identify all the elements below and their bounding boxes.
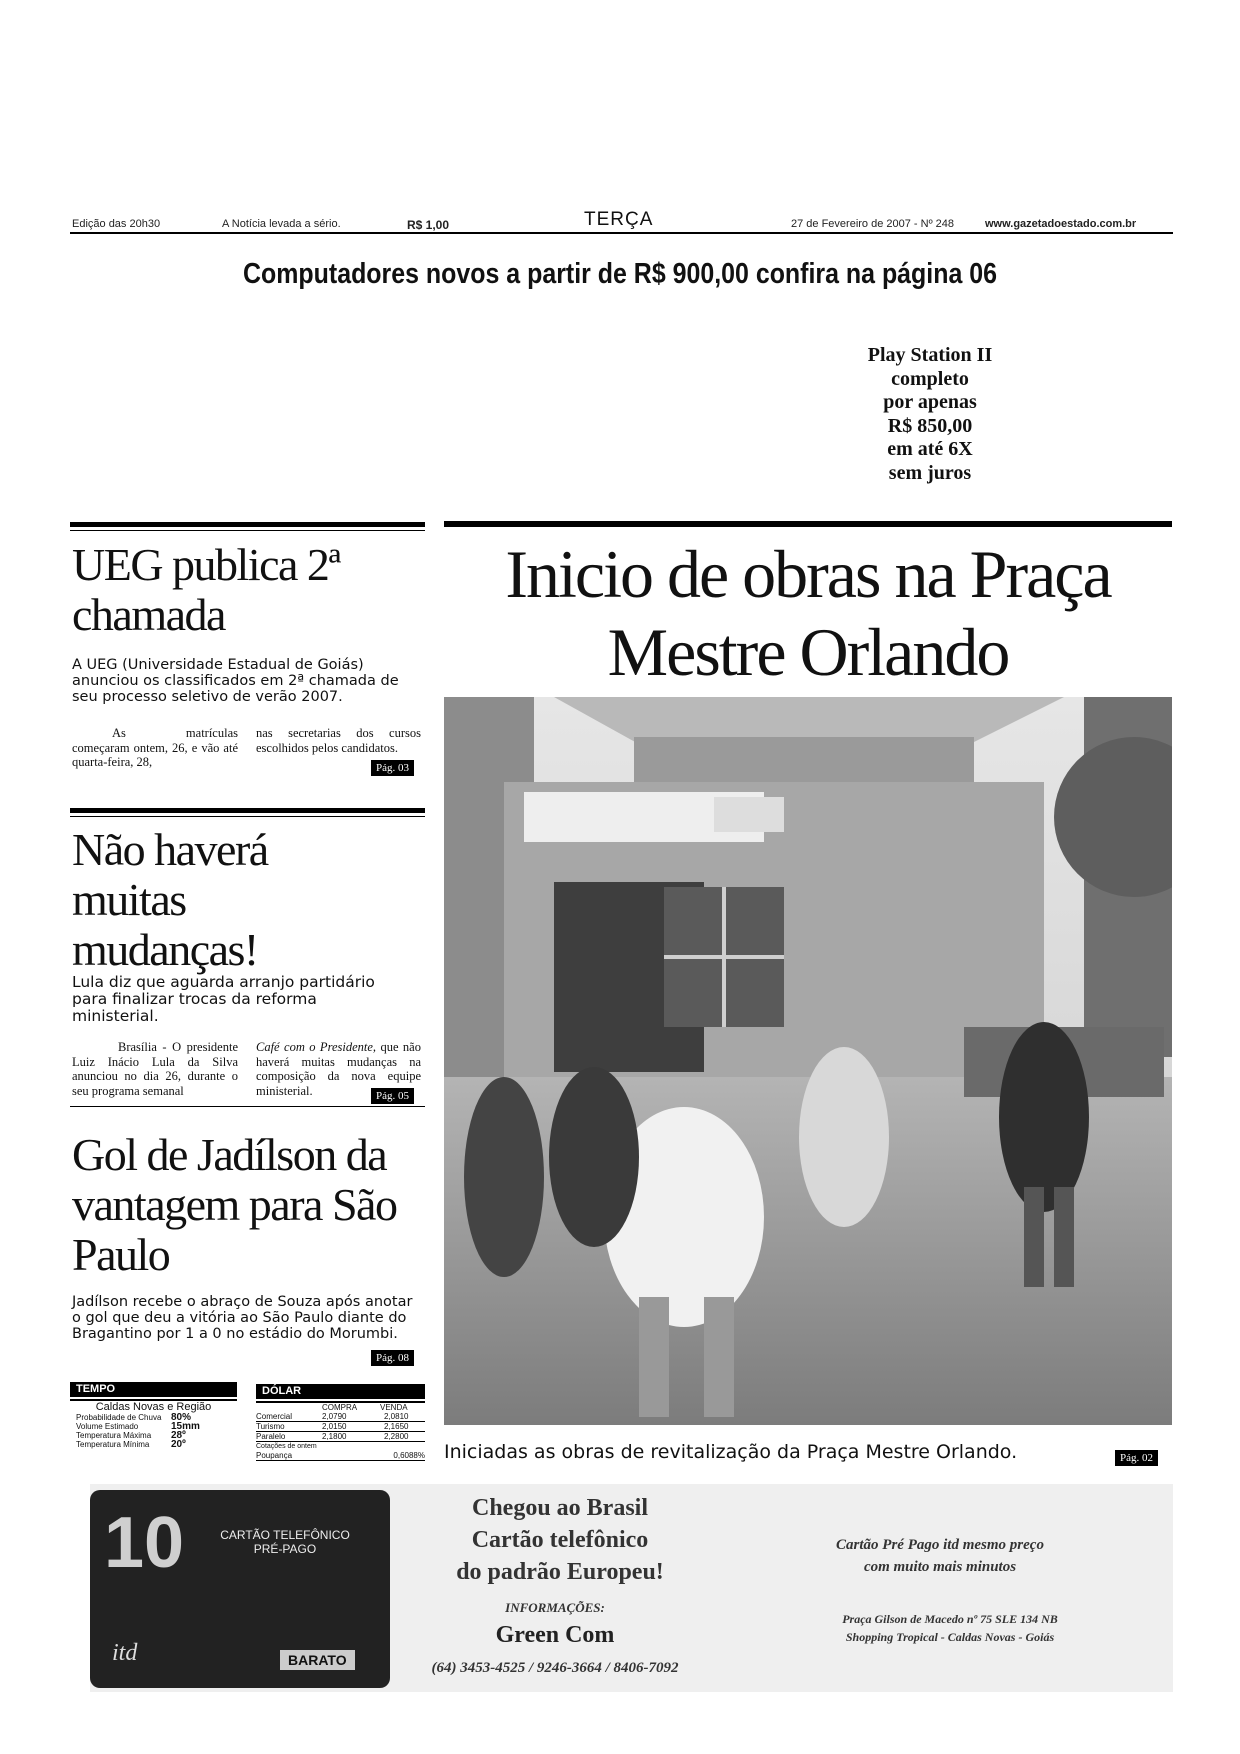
playstation-ad <box>820 344 1040 485</box>
card-title: CARTÃO TELEFÔNICO PRÉ-PAGO <box>220 1528 350 1556</box>
dollar-box <box>256 1384 425 1461</box>
page-ref-main[interactable]: Pág. 02 <box>1115 1450 1158 1466</box>
rule <box>70 808 425 813</box>
weather-header: TEMPO <box>70 1382 237 1397</box>
main-headline: Inicio de obras na Praça Mestre Orlando <box>505 536 1111 690</box>
phonecard-image <box>90 1490 390 1688</box>
card-brand: itd <box>112 1640 138 1666</box>
masthead-rule <box>70 232 1173 234</box>
weather-box <box>70 1382 237 1449</box>
ps-line: em até 6X <box>887 438 973 460</box>
weather-row: Temperatura Mínima 20º <box>76 1439 186 1450</box>
ad-info-label: INFORMAÇÕES: <box>505 1600 605 1615</box>
savings-row: Poupança 0,6088% <box>256 1451 425 1460</box>
gol-lead: Jadílson recebe o abraço de Souza após anotar o gol que deu a vitória ao São Paulo diante do Bragantino por 1 a 0 no estádio do Morumbi. <box>72 1294 413 1342</box>
photo-caption: Iniciadas as obras de revitalização da Praça Mestre Orlando. <box>444 1441 1018 1463</box>
dollar-row: Turismo 2,0150 2,1650 <box>256 1422 425 1432</box>
lula-col2-text: que não haverá muitas mudanças na composição da nova equipe ministerial. <box>256 1040 421 1098</box>
weekday: TERÇA <box>584 209 654 230</box>
date-issue: 27 de Fevereiro de 2007 - Nº 248 <box>791 218 955 230</box>
ueg-col1: As matrículas começaram ontem, 26, e vão até quarta-feira, 28, <box>72 726 238 769</box>
ad-phones: (64) 3453-4525 / 9246-3664 / 8406-7092 <box>431 1660 679 1676</box>
lula-headline: Não haverá muitas mudanças! <box>72 824 268 975</box>
main-photo <box>444 697 1172 1425</box>
program-name: Café com o Presidente, <box>256 1040 377 1054</box>
page-ref-lula[interactable]: Pág. 05 <box>371 1088 414 1104</box>
ad-address: Praça Gilson de Macedo nº 75 SLE 134 NB Shopping Tropical - Caldas Novas - Goiás <box>842 1612 1058 1644</box>
page-ref-gol[interactable]: Pág. 08 <box>371 1350 414 1366</box>
weather-row: Probabilidade de Chuva 80% <box>76 1412 192 1423</box>
ueg-headline: UEG publica 2ª chamada <box>72 539 340 640</box>
ps-line: R$ 850,00 <box>887 414 973 437</box>
slogan: A Notícia levada a sério. <box>222 218 341 230</box>
weather-region: Caldas Novas e Região <box>95 1401 212 1413</box>
ad-headline: Chegou ao Brasil Cartão telefônico do padrão Europeu! <box>456 1495 664 1585</box>
lula-lead: Lula diz que aguarda arranjo partidário para finalizar trocas da reforma ministerial. <box>72 973 375 1025</box>
edition-label: Edição das 20h30 <box>72 218 161 230</box>
page-ref-ueg[interactable]: Pág. 03 <box>371 760 414 776</box>
price: R$ 1,00 <box>407 218 450 232</box>
ps-line: sem juros <box>888 461 972 484</box>
rule <box>70 816 425 817</box>
website-link[interactable]: www.gazetadoestado.com.br <box>985 218 1137 230</box>
lula-col1: Brasília - O presidente Luiz Inácio Lula da Silva anunciou no dia 26, durante o seu programa semanal <box>72 1040 238 1098</box>
gol-headline: Gol de Jadílson da vantagem para São Paulo <box>72 1129 397 1280</box>
rule <box>70 522 425 527</box>
dollar-columns: COMPRA VENDA <box>322 1403 408 1412</box>
ad-seller: Green Com <box>495 1622 615 1648</box>
ad-tagline: Cartão Pré Pago itd mesmo preço com muito mais minutos <box>836 1537 1044 1575</box>
ueg-col2: nas secretarias dos cursos escolhidos pelos candidatos. <box>256 726 421 755</box>
dollar-header: DÓLAR <box>256 1384 425 1399</box>
photo-illustration <box>444 697 1172 1425</box>
rule <box>70 1106 425 1107</box>
weather-row: Temperatura Máxima 28º <box>76 1430 186 1441</box>
ps-line: por apenas <box>883 391 977 413</box>
dollar-row: Paralelo 2,1800 2,2800 <box>256 1432 425 1442</box>
card-badge: BARATO <box>280 1650 355 1670</box>
phonecard-ad <box>90 1484 1173 1692</box>
ps-line: Play Station II <box>867 344 993 366</box>
main-rule <box>444 521 1172 527</box>
promo-banner: Computadores novos a partir de R$ 900,00 confira na página 06 <box>243 258 997 290</box>
rule <box>70 530 425 531</box>
dollar-row: Comercial 2,0790 2,0810 <box>256 1412 425 1422</box>
card-value: 10 <box>104 1503 185 1583</box>
ps-line: completo <box>891 367 969 390</box>
ueg-lead: A UEG (Universidade Estadual de Goiás) anunciou os classificados em 2ª chamada de seu processo seletivo de verão 2007. <box>72 657 399 705</box>
weather-row: Volume Estimado 15mm <box>76 1421 200 1432</box>
dollar-note: Cotações de ontem <box>256 1443 317 1450</box>
